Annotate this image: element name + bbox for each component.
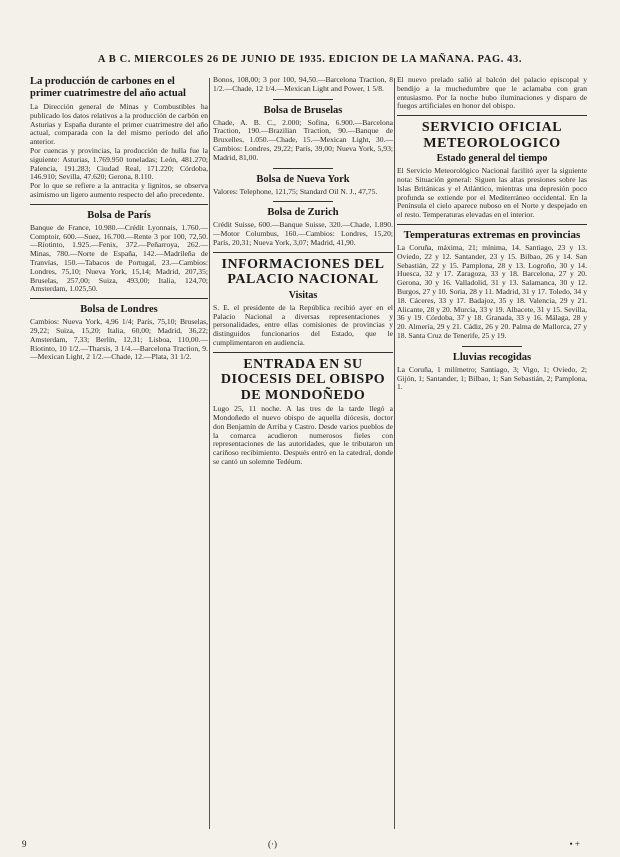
section-title-ny: Bolsa de Nueva York (256, 173, 350, 185)
masthead: A B C. MIERCOLES 26 DE JUNIO DE 1935. EDICION DE LA MAÑANA. PAG. 43. (97, 54, 523, 65)
column-divider (394, 78, 395, 829)
divider (273, 201, 333, 202)
page-footer (0, 839, 620, 853)
section-title-zurich: Bolsa de Zurich (267, 207, 339, 219)
ny-quotes: Valores: Telephone, 121,75; Standard Oil N. J., 47,75. (213, 186, 378, 196)
headline-temperaturas: Temperaturas extremas en provincias (403, 228, 581, 241)
headline-informaciones: INFORMACIONES DEL PALACIO NACIONAL (221, 256, 385, 288)
divider (462, 346, 522, 347)
divider (397, 115, 587, 116)
article-text: Bonos, 108,00; 3 por 100, 94,50.—Barcelona Traction, 8 1/2.—Chade, 12 1/4.—Mexican Light and Power, 1 5/8. (213, 76, 393, 93)
subhead-estado: Estado general del tiempo (436, 153, 548, 165)
estado-text: El Servicio Meteorológico Nacional facilitó ayer la siguiente nota: Situación general: Siguen las altas presiones sobre las Islas Británicas y el Atlántico, mientras una depresión poco profunda se extiende por el Mediterráneo occidental. En la Península el cielo aparece nuboso en el Norte y despejado en el resto. Temperaturas elevadas en el interior. (397, 166, 587, 220)
visitas-text: S. E. el presidente de la República recibió ayer en el Palacio Nacional a diversas representaciones y personalidades, entre ellas comisiones de provincias y distinguidos funcionarios del Estado, que le cumplimentaron en audiencia. (213, 302, 393, 347)
column-middle (213, 76, 393, 835)
headline-entrada: ENTRADA EN SU DIOCESIS DEL OBISPO DE MONDOÑEDO (220, 356, 386, 403)
divider (397, 224, 587, 225)
subhead-visitas: Visitas (288, 289, 318, 301)
article-text: Por cuencas y provincias, la producción de hulla fue la siguiente: Asturias, 1.769.950 toneladas; León, 481.270; Palencia, 191.283; Ciudad Real, 171.220; Córdoba, 146.910; Sevilla, 47.620; Gerona, 8.110. (30, 145, 208, 182)
article-text: El nuevo prelado salió al balcón del palacio episcopal y bendijo a la muchedumbre que le aclamaba con gran entusiasmo. Por la noche hubo iluminaciones y disparo de fuegos artificiales en honor del obispo. (397, 76, 587, 111)
zurich-quotes: Crédit Suisse, 600.—Banque Suisse, 320.—Chade, 1.890.—Motor Columbus, 160.—Cambios: Londres, 15,20; París, 20,31; Nueva York, 3,07; Madrid, 41,90. (213, 220, 393, 247)
bruselas-quotes: Chade, A. B. C., 2.000; Sofina, 6.900.—Barcelona Traction, 190.—Brazilian Traction, 90.—Banque de Bruxelles, 1.050.—Chade, 15.—Mexican Light, 30.—Cambios: Londres, 29,22; París, 39,00; Nueva York, 5,93; Madrid, 81,00. (213, 117, 393, 162)
divider (213, 252, 393, 253)
temperaturas-text: La Coruña, máxima, 21; mínima, 14. Santiago, 23 y 13. Oviedo, 22 y 12. Santander, 23 y 15. Bilbao, 26 y 14. San Sebastián, 22 y 15. Pamplona, 28 y 13. Logroño, 30 y 14. Huesca, 32 y 17. Zaragoza, 33 y 18. Barcelona, 27 y 20. Gerona, 30 y 16. Valladolid, 31 y 13. Salamanca, 30 y 12. Burgos, 27 y 10. Soria, 28 y 11. Madrid, 31 y 17. Toledo, 34 y 18. Cáceres, 33 y 17. Badajoz, 35 y 18. Valencia, 29 y 21. Alicante, 28 y 20. Murcia, 33 y 19. Albacete, 31 y 15. Sevilla, 36 y 19. Córdoba, 37 y 18. Granada, 33 y 16. Málaga, 28 y 20. Almería, 29 y 21. Cádiz, 26 y 20. Palma de Mallorca, 27 y 18. Santa Cruz de Tenerife, 25 y 19. (397, 242, 587, 340)
section-title-lluvias: Lluvias recogidas (452, 351, 532, 363)
column-right (397, 76, 587, 835)
divider (30, 298, 208, 299)
paris-quotes: Banque de France, 10.980.—Crédit Lyonnais, 1.760.—Comptoir, 600.—Suez, 16.700.—Rente 3 por 100, 72,50.—Ríotinto, 1.925.—Fenix, 372.—Peñarroya, 262.—Minas, 780.—Norte de España, 142.—Madrileña de Tranvías, 150.—Tabacos de Portugal, 23.—Cambios: Londres, 75,10; Nueva York, 15,14; Madrid, 207,35; Bruselas, 257,00; Suiza, 493,00; Italia, 124,70; Amsterdam, 1.025,50. (30, 222, 208, 294)
divider (273, 168, 333, 169)
column-left (30, 76, 208, 835)
londres-quotes: Cambios: Nueva York, 4,96 1/4; París, 75,10; Bruselas, 29,22; Suiza, 15,20; Italia, 60,00; Madrid, 36,22; Amsterdam, 7,33; Berlín, 12,31; Lisboa, 110,00.—Ríotinto, 10 1/2.—Tharsis, 3 1/4.—Barcelona Traction, 9.—Mexican Light, 2 1/2.—Chade, 12.—Plata, 31 1/2. (30, 317, 208, 362)
lluvias-text: La Coruña, 1 milímetro; Santiago, 3; Vigo, 1; Oviedo, 2; Gijón, 1; Santander, 1; Bilbao, 1; San Sebastián, 2; Pamplona, 1. (397, 364, 587, 392)
column-divider (209, 78, 210, 829)
headline-carbones: La producción de carbones en el primer cuatrimestre del año actual (30, 76, 186, 99)
section-title-londres: Bolsa de Londres (80, 304, 158, 316)
footer-mark-left: 9 (22, 839, 27, 849)
footer-mark-middle: (·) (268, 839, 277, 849)
article-text: La Dirección general de Minas y Combustibles ha publicado los datos relativos a la producción de carbón en Asturias y España durante el primer cuatrimestre del año actual, comparada con la del mismo período del año anterior. (30, 102, 208, 147)
divider (213, 352, 393, 353)
footer-mark-right: • + (569, 839, 580, 849)
divider (30, 204, 208, 205)
divider (273, 99, 333, 100)
headline-servicio: SERVICIO OFICIAL METEOROLOGICO (421, 120, 563, 151)
section-title-paris: Bolsa de París (87, 209, 151, 221)
article-text: Por lo que se refiere a la antracita y lignitos, se observa asimismo un ligero aumento respecto del año precedente. (30, 181, 208, 199)
entrada-text: Lugo 25, 11 noche. A las tres de la tarde llegó a Mondoñedo el nuevo obispo de aquella diócesis, doctor don Benjamín de Arriba y Castro. Desde varios pueblos de la comarca acudieron numerosos fieles con representaciones de las autoridades, que le tributaron un cariñoso recibimiento. Después entró en la catedral, donde se cantó un solemne Tedéum. (213, 404, 393, 467)
section-title-bruselas: Bolsa de Bruselas (263, 104, 343, 116)
